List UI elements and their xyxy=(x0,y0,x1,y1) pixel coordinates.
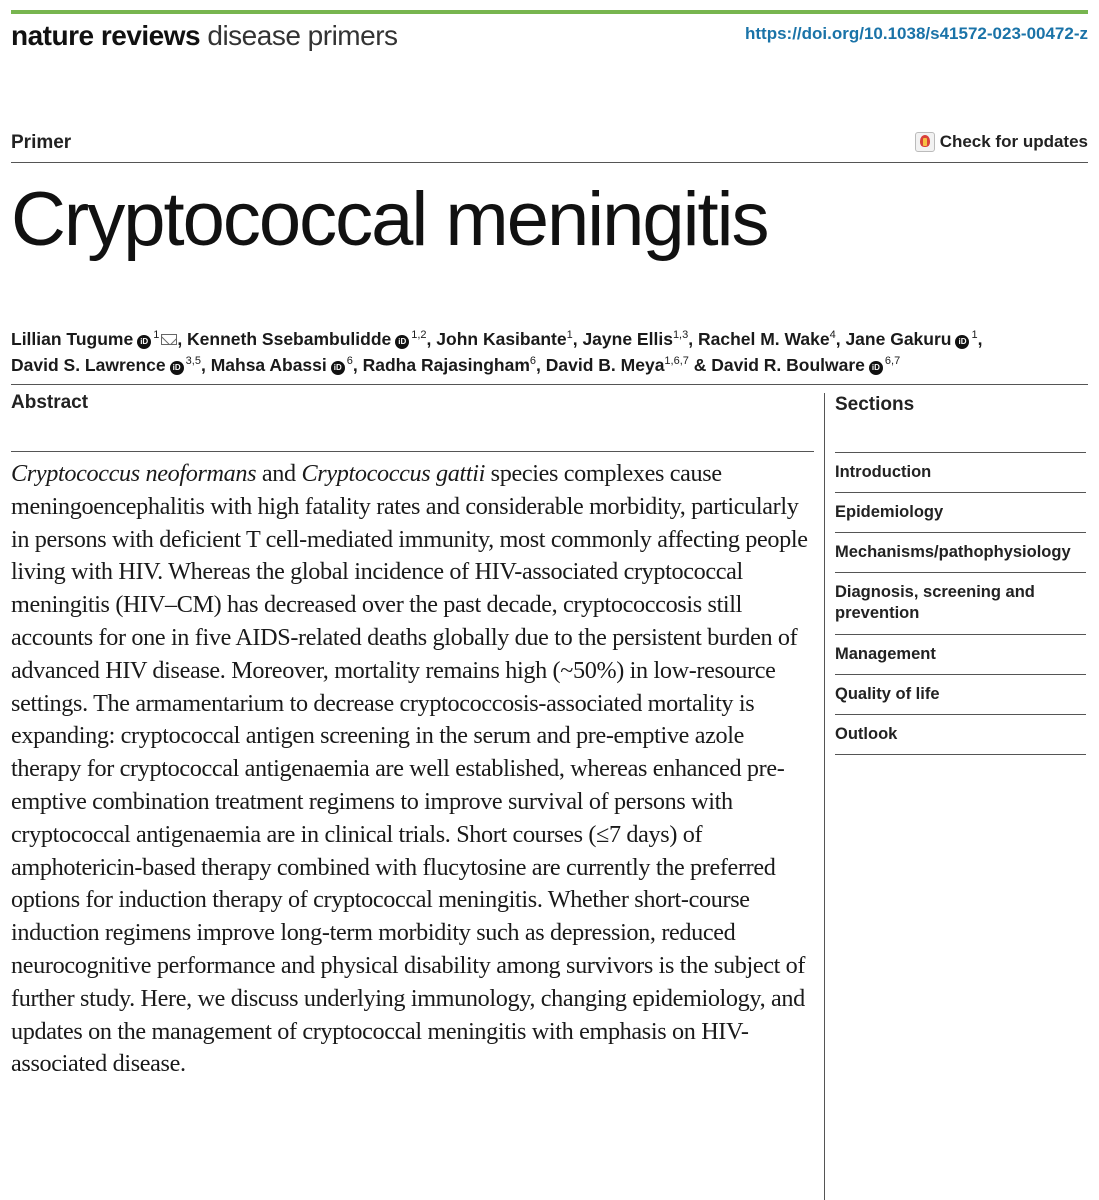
journal-brand[interactable] xyxy=(11,20,398,52)
affiliation-sup: 4 xyxy=(829,329,836,341)
section-link-mechanisms[interactable]: Mechanisms/pathophysiology xyxy=(835,532,1086,572)
divider xyxy=(11,162,1088,163)
author-name[interactable]: Kenneth Ssebambulidde xyxy=(187,329,392,349)
author-line-2: David S. Lawrence iD$^{3,5}$, Mahsa Abassi $iD^6$, Radha Rajasingham$^6$, David B. Meya$^{1,6,7}$ & David R. Boulware iD$^{6,7}$ xyxy=(11,355,901,375)
author-name[interactable]: Jane Gakuru xyxy=(845,329,952,349)
author-name[interactable]: David R. Boulware xyxy=(711,355,865,375)
article-title: Cryptococcal meningitis xyxy=(11,177,768,262)
author-name[interactable]: Radha Rajasingham xyxy=(362,355,530,375)
sections-end-rule xyxy=(835,754,1086,755)
affiliation-sup: 3,5 xyxy=(185,355,201,367)
orcid-icon[interactable]: iD xyxy=(869,361,883,375)
email-icon[interactable] xyxy=(161,334,177,345)
section-link-quality-of-life[interactable]: Quality of life xyxy=(835,674,1086,714)
affiliation-sup: 1,6,7 xyxy=(664,355,689,367)
affiliation-sup: 6,7 xyxy=(884,355,901,367)
affiliation-sup: 1,3 xyxy=(672,329,689,341)
section-link-diagnosis[interactable]: Diagnosis, screening and prevention xyxy=(835,572,1086,634)
abstract-text xyxy=(11,458,819,1081)
orcid-icon[interactable]: iD xyxy=(395,335,409,349)
affiliation-sup: 6 xyxy=(529,355,537,367)
affiliation-sup: 1 xyxy=(566,329,573,341)
author-name[interactable]: Mahsa Abassi xyxy=(210,355,327,375)
orcid-icon[interactable]: iD xyxy=(955,335,969,349)
crossmark-icon xyxy=(915,132,935,152)
author-name[interactable]: Rachel M. Wake xyxy=(697,329,830,349)
doi-link[interactable]: https://doi.org/10.1038/s41572-023-00472-z xyxy=(745,24,1088,43)
affiliation-sup: 1 xyxy=(971,329,978,341)
section-link-epidemiology[interactable]: Epidemiology xyxy=(835,492,1086,532)
brand-bold: nature reviews xyxy=(11,20,201,51)
author-line-1: Lillian Tugume $iD^1$ , Kenneth Ssebambulidde iD$^{1,2}$, John Kasibante$^1$, Jayne Ellis$^{1,3}$, Rachel M. Wake$^4$, Jane Gakuru $iD^1$, xyxy=(11,329,983,349)
author-name[interactable]: John Kasibante xyxy=(436,329,567,349)
sections-nav xyxy=(835,452,1086,755)
section-link-outlook[interactable]: Outlook xyxy=(835,714,1086,754)
column-divider xyxy=(824,393,825,1200)
author-list xyxy=(11,326,1081,378)
check-updates-button[interactable] xyxy=(915,132,1088,152)
affiliation-sup: 1,2 xyxy=(411,329,427,341)
article-type: Primer xyxy=(11,132,72,153)
check-updates-label: Check for updates xyxy=(939,132,1088,151)
abstract-text-1: and xyxy=(256,460,302,487)
section-link-introduction[interactable]: Introduction xyxy=(835,452,1086,492)
author-name[interactable]: David S. Lawrence xyxy=(11,355,166,375)
top-accent-bar xyxy=(11,10,1088,14)
author-name[interactable]: David B. Meya xyxy=(545,355,665,375)
abstract-divider xyxy=(11,451,814,452)
section-link-management[interactable]: Management xyxy=(835,634,1086,674)
orcid-icon[interactable]: iD xyxy=(137,335,151,349)
author-name[interactable]: Jayne Ellis xyxy=(582,329,673,349)
affiliation-sup: 6 xyxy=(346,355,353,367)
sections-heading: Sections xyxy=(835,394,915,415)
orcid-icon[interactable]: iD xyxy=(331,361,345,375)
abstract-heading: Abstract xyxy=(11,392,89,413)
abstract-text-2: species complexes cause meningoencephalitis with high fatality rates and considerable morbidity, particularly in persons with deficient T cell-mediated immunity, most commonly affecting people living with HIV. Whereas the global incidence of HIV-associated cryptococcal meningitis (HIV–CM) has decreased over the past decade, cryptococcosis still accounts for one in five AIDS-related deaths globally due to the persistent burden of advanced HIV disease. Moreover, mortality remains high (~50%) in low-resource settings. The armamentarium to decrease cryptococcosis-associated mortality is expanding: cryptococcal antigen screening in the serum and pre-emptive azole therapy for cryptococcal antigenaemia are well established, whereas enhanced pre-emptive combination treatment regimens to improve survival of persons with cryptococcal antigenaemia are in clinical trials. Short courses (≤7 days) of amphotericin-based therapy combined with flucytosine are currently the preferred options for induction therapy of cryptococcal meningitis. Whether short-course induction regimens improve long-term morbidity such as depression, reduced neurocognitive performance and physical disability among survivors is the subject of further study. Here, we discuss underlying immunology, changing epidemiology, and updates on the management of cryptococcal meningitis with emphasis on HIV-associated disease. xyxy=(11,460,808,1078)
brand-light: disease primers xyxy=(200,20,398,51)
abstract-italic-2: Cryptococcus gattii xyxy=(301,460,485,487)
orcid-icon[interactable]: iD xyxy=(170,361,184,375)
affiliation-sup: 1 xyxy=(153,329,160,341)
abstract-italic-1: Cryptococcus neoformans xyxy=(11,460,257,487)
author-name[interactable]: Lillian Tugume xyxy=(11,329,134,349)
divider xyxy=(11,384,1088,385)
